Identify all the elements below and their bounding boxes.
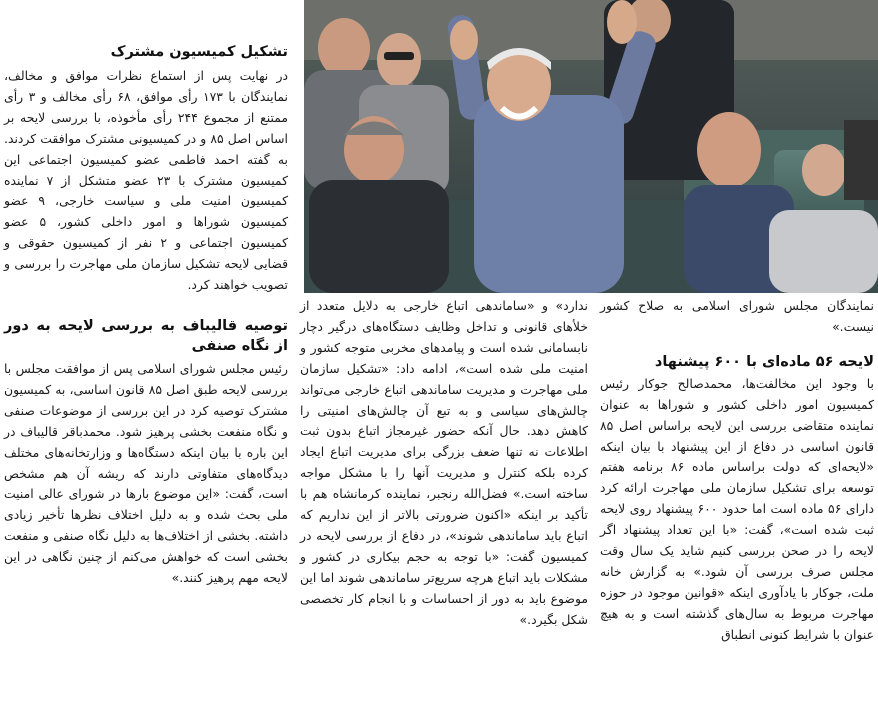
parliament-photo [304, 0, 878, 293]
paragraph-joint-commission: در نهایت پس از استماع نظرات موافق و مخالف، نمایندگان با ۱۷۳ رأی موافق، ۶۸ رأی مخالف و ۳ رأی ممتنع از مجموع ۲۴۴ رأی مأخوذه، با بررسی لایحه بر اساس اصل ۸۵ و در کمیسیونی مشترک موافقت کردند. به گفته احمد فاطمی عضو کمیسیون اجتماعی این کمیسیون مشترک با ۲۳ عضو متشکل از ۷ نماینده کمیسیون امنیت ملی و سیاست خارجی، ۹ عضو کمیسیون شوراها و امور داخلی کشور، ۵ عضو کمیسیون اجتماعی و ۲ نفر از کمیسیون حقوقی و قضایی لایحه تشکیل سازمان ملی مهاجرت را بررسی و تصویب خواهند کرد. [4, 68, 288, 293]
middle-column [300, 296, 588, 631]
right-column [600, 296, 874, 646]
paragraph-right-top: نمایندگان مجلس شورای اسلامی به صلاح کشور نیست.» [600, 298, 874, 334]
paragraph-bill-56-articles: با وجود این مخالفت‌ها، محمدصالح جوکار رئیس کمیسیون امور داخلی کشور و شوراها به عنوان نماینده متقاضی بررسی این لایحه براساس اصل ۸۵ قانون اساسی در دفاع از این پیشنهاد با بیان اینکه «لایحه‌ای که دولت براساس ماده ۸۶ برنامه هفتم توسعه برای تشکیل سازمان ملی مهاجرت ارائه کرد دارای ۵۶ ماده است اما حدود ۶۰۰ پیشنهاد روی لایحه ثبت شده است»، گفت: «با این تعداد پیشنهاد اگر لایحه را در صحن بررسی کنیم شاید یک سال وقت مجلس صرف بررسی آن شود.» به گزارش خانه ملت، جوکار با یادآوری اینکه «قوانین موجود در حوزه مهاجرت مربوط به سال‌های گذشته است و به هیچ عنوان با شرایط کنونی انطباق [600, 375, 874, 642]
paragraph-middle: ندارد» و «ساماندهی اتباع خارجی به دلایل متعدد از خلأهای قانونی و تداخل وظایف دستگاه‌های درگیر دچار نابسامانی شده است و پیامدهای مخربی متوجه کشور و امنیت ملی شده است»، ادامه داد: «تشکیل سازمان ملی مهاجرت و مدیریت ساماندهی اتباع خارجی می‌تواند چالش‌های سیاسی و به تبع آن چالش‌های امنیتی را کاهش دهد. حال آنکه حضور غیرمجاز اتباع بدون ثبت اطلاعات نه تنها ضعف بزرگی برای مدیریت اتباع ایجاد کرده بلکه کنترل و مدیریت آنها را با مشکل مواجه ساخته است.» فضل‌الله رنجبر، نماینده کرمانشاه هم با تأکید بر اینکه «اکنون ضرورتی بالاتر از این نداریم که اتباع باید ساماندهی شوند»، در دفاع از بررسی لایحه در کمیسیون گفت: «با توجه به حجم بیکاری در کشور و مشکلات باید اتباع هرچه سریع‌تر ساماندهی شوند اما این موضوع باید به دور از احساسات و با انجام کار تخصصی شکل بگیرد.» [300, 298, 588, 627]
heading-bill-56-articles: لایحه ۵۶ ماده‌ای با ۶۰۰ پیشنهاد [654, 353, 874, 370]
left-column [4, 42, 288, 589]
heading-joint-commission: تشکیل کمیسیون مشترک [110, 44, 288, 60]
paragraph-ghalibaf-advice: رئیس مجلس شورای اسلامی پس از موافقت مجلس با بررسی لایحه طبق اصل ۸۵ قانون اساسی، به کمیسیون مشترک توصیه کرد در این بررسی از موضوعات صنفی و نگاه منفعت بخشی پرهیز شود. محمدباقر قالیباف در این باره با بیان اینکه دستگاه‌ها و وزارتخانه‌های مختلف دیدگاه‌های متفاوتی دارند که ریشه آن هم مشخص است، گفت: «این موضوع بارها در شورای عالی امنیت ملی بحث شده و به دلیل اختلاف نظرها تأخیر زیادی داشته. بخشی از اختلاف‌ها به دلیل نگاه صنفی و منفعت بخشی است که خواهش می‌کنم از چنین نگاهی در این لایحه مهم پرهیز کنند.» [4, 360, 288, 586]
heading-ghalibaf-advice: توصیه قالیباف به بررسی لایحه به دور از نگاه صنفی [4, 317, 288, 354]
parliament-photo-illustration [304, 0, 878, 293]
